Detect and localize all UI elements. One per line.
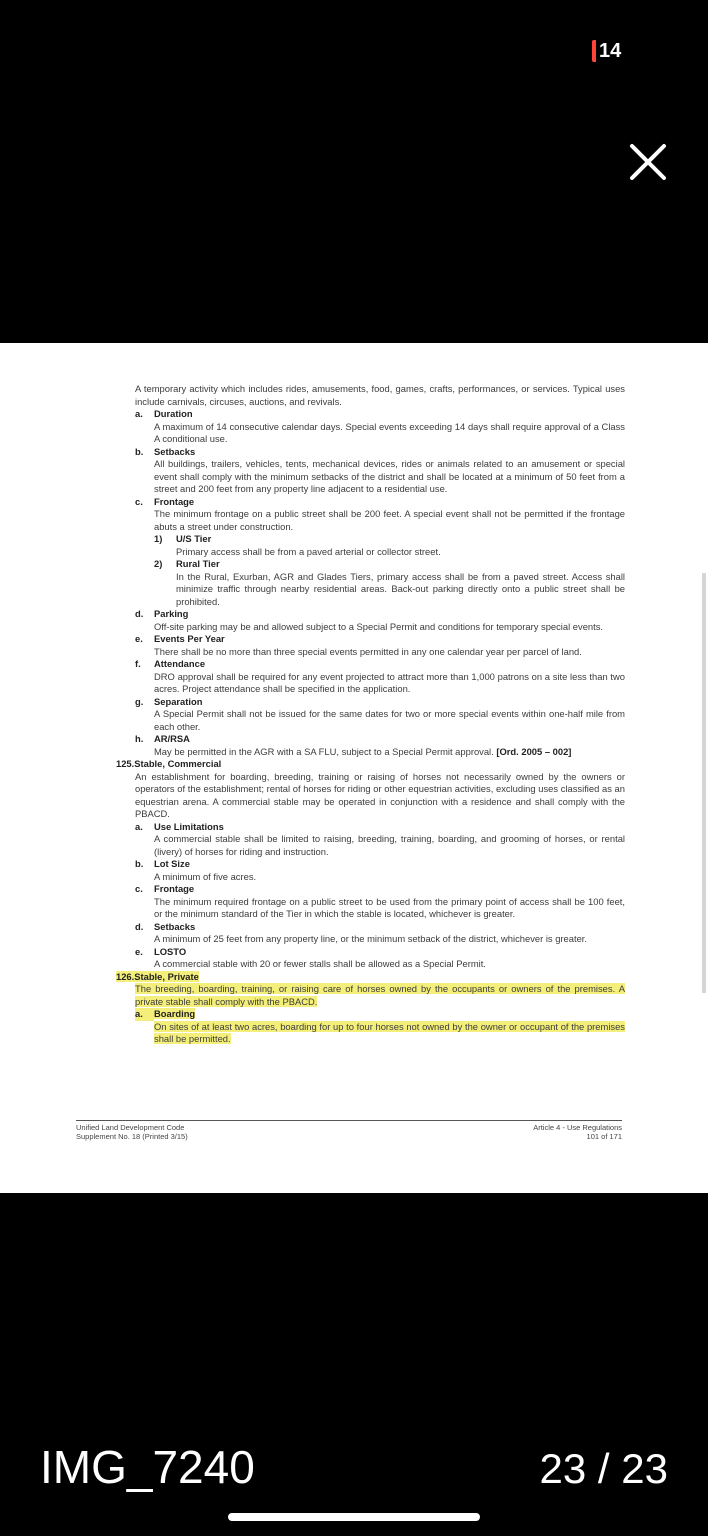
battery-icon	[592, 40, 596, 62]
list-item-text: A maximum of 14 consecutive calendar days. Special events exceeding 14 days shall require approval of a Class A conditional use.	[154, 420, 625, 444]
footer-code-name: Unified Land Development Code	[76, 1123, 185, 1132]
list-item: b. Lot Size	[135, 858, 190, 869]
list-item: c. Frontage	[135, 883, 195, 894]
list-item-text: DRO approval shall be required for any event projected to attract more than 1,000 patrons on a site less than two acres. Project attendance shall be specified in the application.	[154, 670, 625, 694]
battery-indicator	[592, 40, 621, 62]
sub-item: 2) Rural Tier	[154, 558, 220, 569]
list-item: c. Frontage	[135, 495, 195, 507]
footer-page-number: 101 of 171	[586, 1132, 622, 1141]
section-heading-125: 125.Stable, Commercial	[116, 758, 222, 769]
list-item-text: On sites of at least two acres, boarding for up to four horses not owned by the owner or occupant of the premises shall be permitted.	[154, 1020, 625, 1044]
list-item-text: All buildings, trailers, vehicles, tents, mechanical devices, rides or animals related to an amusement or special event shall comply with the minimum setbacks of the district and shall be located at a minimum of 50 feet from a street and 200 feet from any property line adjacent to a residential use.	[154, 458, 625, 494]
list-item: e. Events Per Year	[135, 633, 225, 644]
section-125-text: An establishment for boarding, breeding, training or raising of horses not necessarily owned by the owners or operators of the establishment; rental of horses for riding or other equestrian activities, excluding uses classified as an equestrian arena. A commercial stable may be operated in conjunction with a residence and shall comply with the PBACD.	[135, 770, 625, 819]
section-126-text: The breeding, boarding, training, or raising care of horses owned by the occupants or owners of the premises. A private stable shall comply with the PBACD.	[135, 983, 625, 1007]
section-heading-126: 126.Stable, Private	[116, 970, 199, 982]
list-item-text: The minimum required frontage on a public street to be used from the primary point of access shall be 100 feet, or the minimum standard of the Tier in which the stable is located, whichever is greater.	[154, 895, 625, 919]
sub-item-text: In the Rural, Exurban, AGR and Glades Tiers, primary access shall be from a paved street. Access shall minimize traffic through nearby residential areas. Back-out parking directly onto a public street shall be prohibited.	[176, 570, 625, 607]
list-item-text: A minimum of 25 feet from any property line, or the minimum setback of the district, whichever is greater.	[154, 933, 587, 944]
list-item: d. Parking	[135, 608, 189, 619]
list-item-text: There shall be no more than three special events permitted in any one calendar year per parcel of land.	[154, 645, 582, 657]
list-item: e. LOSTO	[135, 945, 187, 957]
scroll-indicator	[702, 573, 706, 993]
list-item-text: A commercial stable with 20 or fewer stalls shall be allowed as a Special Permit.	[154, 958, 486, 969]
list-item: d. Setbacks	[135, 920, 196, 932]
battery-level: 14	[599, 40, 622, 62]
list-item-text: A commercial stable shall be limited to raising, breeding, training, boarding, and grooming of horses, or rental (livery) of horses for riding and instruction.	[154, 833, 625, 857]
document-body	[116, 383, 625, 1046]
page-footer	[76, 1120, 622, 1141]
image-counter: 23 / 23	[539, 1445, 668, 1492]
footer-article: Article 4 - Use Regulations	[533, 1123, 622, 1132]
list-item: a. Use Limitations	[135, 820, 224, 832]
close-icon[interactable]	[626, 140, 670, 184]
intro-paragraph: A temporary activity which includes rides, amusements, food, games, crafts, performances, or services. Typical uses include carnivals, circuses, auctions, and revivals.	[135, 383, 625, 407]
list-item: a. Duration	[135, 408, 193, 419]
footer-supplement: Supplement No. 18 (Printed 3/15)	[76, 1132, 188, 1141]
list-item-text: A Special Permit shall not be issued for the same dates for two or more special events within one-half mile from each other.	[154, 708, 625, 732]
document-image[interactable]	[0, 343, 708, 1193]
list-item: b. Setbacks	[135, 445, 196, 457]
list-item-text: Off-site parking may be and allowed subject to a Special Permit and conditions for temporary special events.	[154, 620, 604, 632]
list-item-text: The minimum frontage on a public street shall be 200 feet. A special event shall not be permitted if the frontage abuts a street under construction.	[154, 508, 625, 532]
list-item: a. Boarding	[135, 1008, 196, 1019]
sub-item: 1) U/S Tier	[154, 533, 212, 544]
list-item: g. Separation	[135, 695, 203, 707]
list-item-text: A minimum of five acres.	[154, 870, 257, 882]
sub-item-text: Primary access shall be from a paved arterial or collector street.	[176, 545, 441, 557]
image-title: IMG_7240	[40, 1441, 255, 1493]
home-indicator[interactable]	[228, 1513, 480, 1521]
list-item: f. Attendance	[135, 658, 206, 669]
list-item: h. AR/RSA	[135, 733, 190, 744]
list-item-text: May be permitted in the AGR with a SA FLU, subject to a Special Permit approval. [Ord. 2005 – 002]	[154, 745, 572, 757]
